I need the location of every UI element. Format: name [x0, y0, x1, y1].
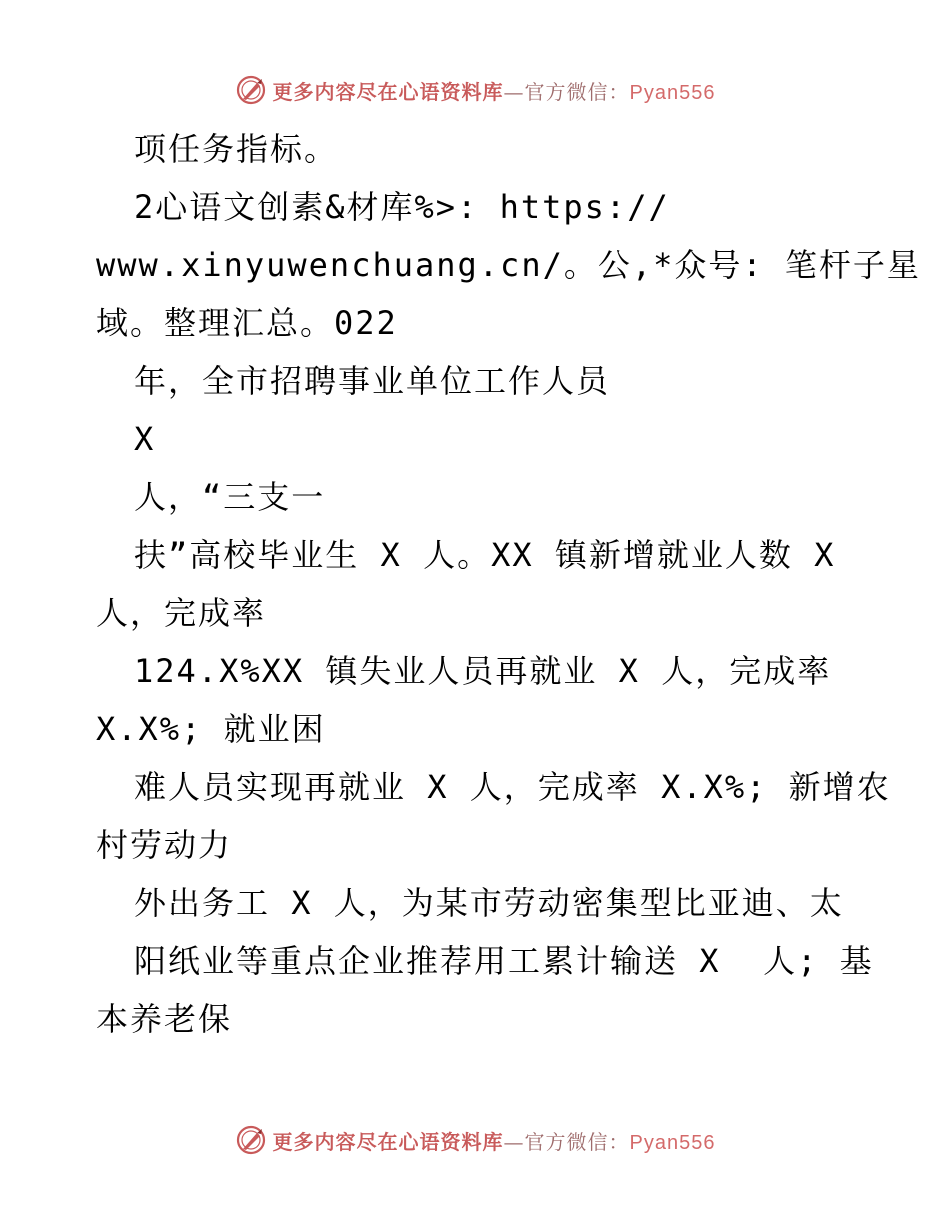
- watermark-wechat-label: 官方微信：: [524, 79, 630, 104]
- text-line: 人，完成率: [96, 594, 267, 632]
- text-line: www.xinyuwenchuang.cn/。公,*众号: 笔杆子星: [96, 246, 921, 284]
- watermark-main: 更多内容尽在心语资料库: [272, 1129, 504, 1154]
- watermark-main: 更多内容尽在心语资料库: [272, 79, 504, 104]
- text-line: 2心语文创素&材库%>: https://: [134, 188, 670, 226]
- text-line: 扶”高校毕业生 X 人。XX 镇新增就业人数 X: [134, 536, 836, 574]
- header-watermark: [0, 70, 950, 110]
- text-line: 村劳动力: [96, 826, 233, 864]
- text-line: 124.X%XX 镇失业人员再就业 X 人，完成率: [134, 652, 832, 690]
- text-line: 阳纸业等重点企业推荐用工累计输送 X 人; 基: [134, 942, 874, 980]
- watermark-separator: —: [503, 79, 525, 104]
- text-line: 本养老保: [96, 1000, 233, 1038]
- quill-logo-icon: [235, 1124, 267, 1156]
- watermark-separator: —: [503, 1129, 525, 1154]
- text-line: 人，“三支一: [134, 478, 326, 516]
- text-line: 年，全市招聘事业单位工作人员: [134, 362, 611, 400]
- footer-watermark: [0, 1120, 950, 1160]
- quill-logo-icon: [235, 74, 267, 106]
- watermark-account: Pyan556: [629, 81, 716, 104]
- text-line: 难人员实现再就业 X 人，完成率 X.X%; 新增农: [134, 768, 891, 806]
- text-line: 域。整理汇总。022: [96, 304, 398, 342]
- watermark-text: [273, 76, 716, 105]
- watermark-wechat-label: 官方微信：: [524, 1129, 630, 1154]
- text-line: 项任务指标。: [134, 130, 339, 168]
- text-line: 外出务工 X 人，为某市劳动密集型比亚迪、太: [134, 884, 844, 922]
- text-line: X: [134, 420, 156, 458]
- watermark-group: [235, 1124, 716, 1156]
- watermark-text: [273, 1126, 716, 1155]
- text-line: X.X%; 就业困: [96, 710, 326, 748]
- watermark-group: [235, 74, 716, 106]
- watermark-account: Pyan556: [629, 1131, 716, 1154]
